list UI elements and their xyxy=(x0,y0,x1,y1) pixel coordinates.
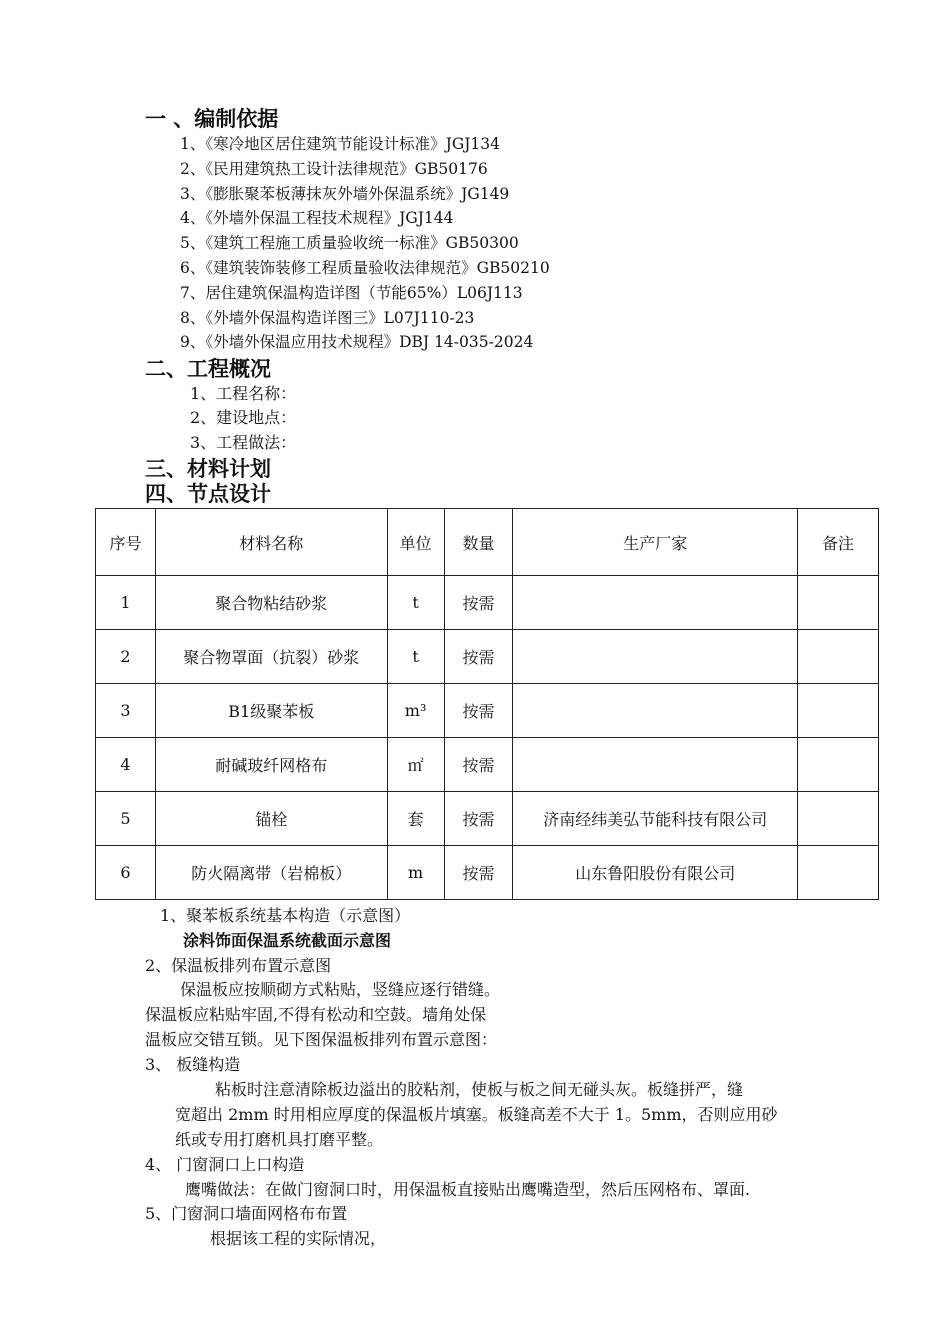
cell-unit: 套 xyxy=(387,792,444,846)
cell-remarks xyxy=(798,846,879,900)
reference-item: 4、《外墙外保温工程技术规程》JGJ144 xyxy=(180,209,454,227)
cell-manufacturer xyxy=(513,738,798,792)
cell-index: 6 xyxy=(96,846,156,900)
header-material-name: 材料名称 xyxy=(155,509,387,576)
paragraph-line: 保温板应粘贴牢固,不得有松动和空鼓。墙角处保 xyxy=(145,1005,487,1024)
cell-quantity: 按需 xyxy=(444,738,513,792)
cell-quantity: 按需 xyxy=(444,630,513,684)
paragraph-line: 根据该工程的实际情况， xyxy=(210,1229,387,1248)
section-4-title: 四、节点设计 xyxy=(145,482,271,506)
table-row xyxy=(96,630,879,684)
reference-item: 5、《建筑工程施工质量验收统一标准》GB50300 xyxy=(180,234,519,252)
node-item-1-caption: 涂料饰面保温系统截面示意图 xyxy=(183,931,392,950)
table-header-row xyxy=(96,509,879,576)
cell-manufacturer xyxy=(513,684,798,738)
cell-index: 1 xyxy=(96,576,156,630)
table-row xyxy=(96,684,879,738)
paragraph-line: 保温板应按顺砌方式粘贴，竖缝应逐行错缝。 xyxy=(180,980,501,999)
cell-index: 2 xyxy=(96,630,156,684)
section-1-title: 一 、编制依据 xyxy=(145,107,279,131)
cell-unit: m³ xyxy=(387,684,444,738)
paragraph-line: 温板应交错互锁。见下图保温板排列布置示意图： xyxy=(145,1030,498,1049)
cell-quantity: 按需 xyxy=(444,576,513,630)
header-quantity: 数量 xyxy=(444,509,513,576)
node-item-4: 4、 门窗洞口上口构造 xyxy=(145,1155,305,1174)
project-method-label: 3、工程做法： xyxy=(190,433,297,452)
cell-manufacturer xyxy=(513,630,798,684)
reference-item: 7、居住建筑保温构造详图（节能65%）L06J113 xyxy=(180,284,523,302)
cell-quantity: 按需 xyxy=(444,792,513,846)
cell-material-name: B1级聚苯板 xyxy=(155,684,387,738)
cell-unit: ㎡ xyxy=(387,738,444,792)
node-item-5: 5、门窗洞口墙面网格布布置 xyxy=(145,1204,348,1223)
node-item-3: 3、 板缝构造 xyxy=(145,1055,241,1074)
cell-index: 5 xyxy=(96,792,156,846)
cell-material-name: 耐碱玻纤网格布 xyxy=(155,738,387,792)
cell-unit: t xyxy=(387,630,444,684)
cell-material-name: 防火隔离带（岩棉板） xyxy=(155,846,387,900)
header-remarks: 备注 xyxy=(798,509,879,576)
node-item-1: 1、聚苯板系统基本构造（示意图） xyxy=(160,906,411,925)
paragraph-line: 纸或专用打磨机具打磨平整。 xyxy=(175,1130,384,1149)
reference-item: 1、《寒冷地区居住建筑节能设计标准》JGJ134 xyxy=(180,135,501,153)
cell-material-name: 聚合物罩面（抗裂）砂浆 xyxy=(155,630,387,684)
reference-item: 6、《建筑装饰装修工程质量验收法律规范》GB50210 xyxy=(180,259,550,277)
project-name-label: 1、工程名称： xyxy=(190,384,297,403)
cell-index: 4 xyxy=(96,738,156,792)
section-3-title: 三、材料计划 xyxy=(145,457,271,481)
cell-manufacturer xyxy=(513,576,798,630)
reference-item: 2、《民用建筑热工设计法律规范》GB50176 xyxy=(180,160,488,178)
cell-quantity: 按需 xyxy=(444,846,513,900)
cell-manufacturer: 山东鲁阳股份有限公司 xyxy=(513,846,798,900)
table-row xyxy=(96,738,879,792)
paragraph-line: 鹰嘴做法：在做门窗洞口时，用保温板直接贴出鹰嘴造型，然后压网格布、罩面. xyxy=(185,1180,751,1199)
cell-remarks xyxy=(798,684,879,738)
cell-material-name: 锚栓 xyxy=(155,792,387,846)
table-row xyxy=(96,846,879,900)
cell-material-name: 聚合物粘结砂浆 xyxy=(155,576,387,630)
paragraph-line: 宽超出 2mm 时用相应厚度的保温板片填塞。板缝高差不大于 1。5mm，否则应用砂 xyxy=(175,1105,778,1124)
cell-remarks xyxy=(798,630,879,684)
reference-item: 8、《外墙外保温构造详图三》L07J110-23 xyxy=(180,309,475,327)
cell-unit: t xyxy=(387,576,444,630)
project-location-label: 2、建设地点： xyxy=(190,408,297,427)
table-row xyxy=(96,576,879,630)
table-row xyxy=(96,792,879,846)
reference-item: 9、《外墙外保温应用技术规程》DBJ 14-035-2024 xyxy=(180,333,534,351)
cell-unit: m xyxy=(387,846,444,900)
cell-remarks xyxy=(798,738,879,792)
cell-manufacturer: 济南经纬美弘节能科技有限公司 xyxy=(513,792,798,846)
cell-remarks xyxy=(798,576,879,630)
cell-quantity: 按需 xyxy=(444,684,513,738)
reference-item: 3、《膨胀聚苯板薄抹灰外墙外保温系统》JG149 xyxy=(180,185,510,203)
cell-remarks xyxy=(798,792,879,846)
paragraph-line: 粘板时注意清除板边溢出的胶粘剂，使板与板之间无碰头灰。板缝拼严，缝 xyxy=(215,1080,744,1099)
section-2-title: 二、工程概况 xyxy=(145,357,271,381)
node-item-2: 2、保温板排列布置示意图 xyxy=(145,956,332,975)
materials-table xyxy=(95,508,879,900)
header-index: 序号 xyxy=(96,509,156,576)
header-manufacturer: 生产厂家 xyxy=(513,509,798,576)
cell-index: 3 xyxy=(96,684,156,738)
header-unit: 单位 xyxy=(387,509,444,576)
